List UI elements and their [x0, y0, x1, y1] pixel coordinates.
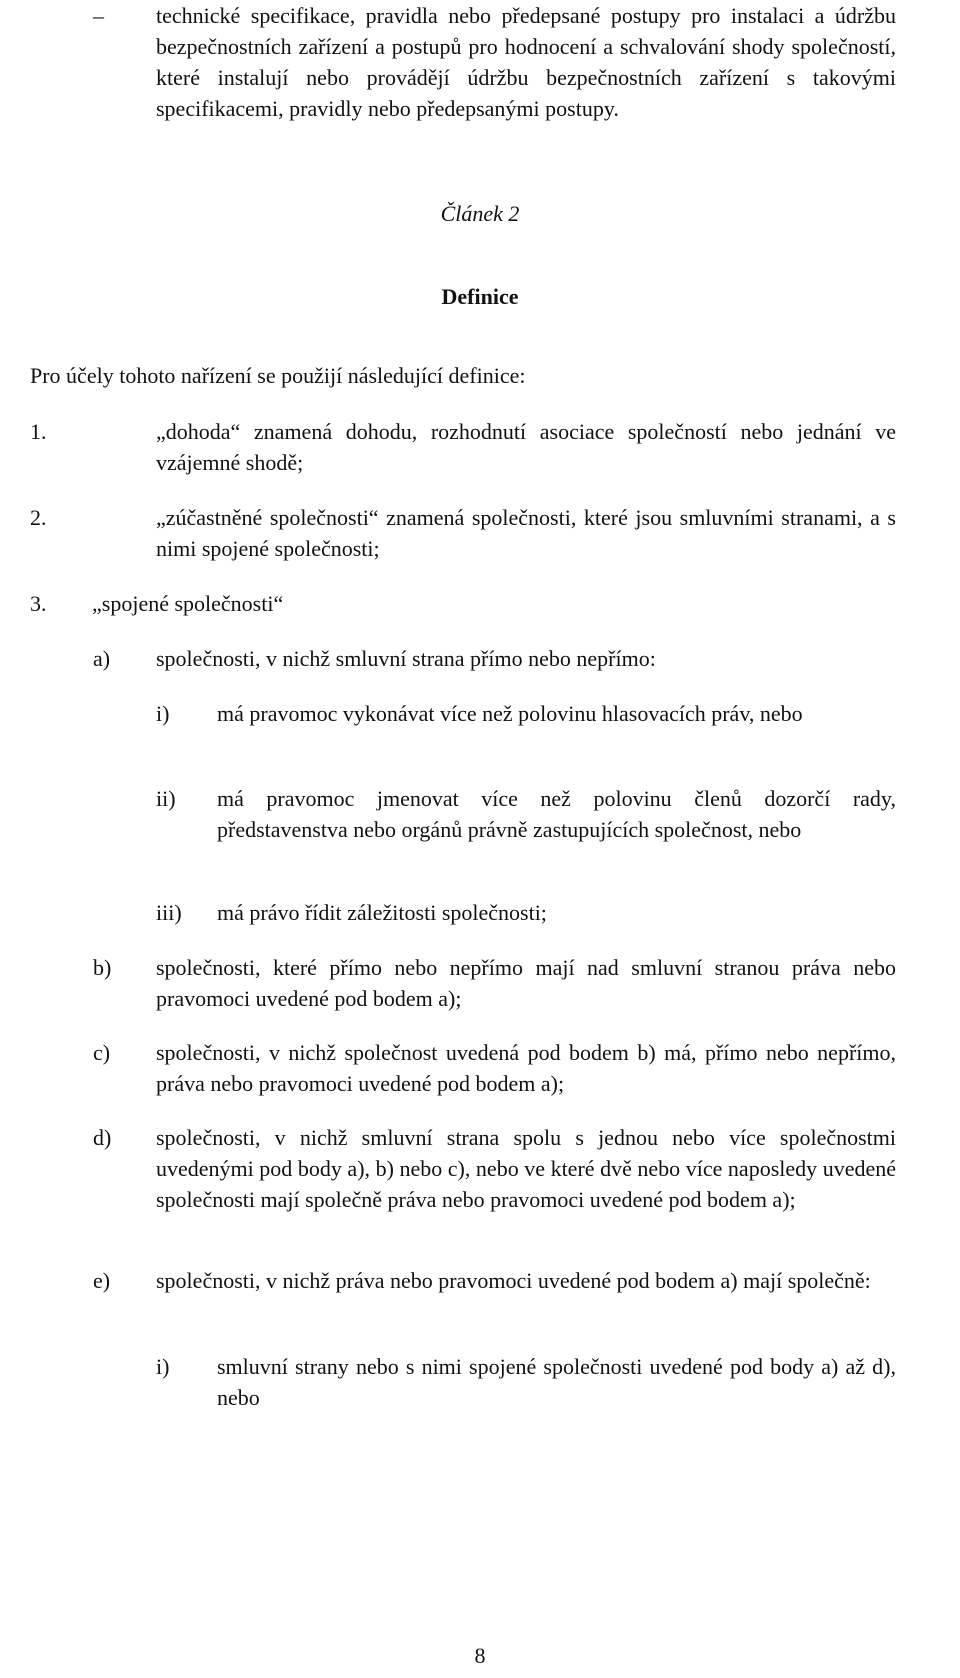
item-e-text: společnosti, v nichž práva nebo pravomoci uvedené pod bodem a) mají společně: [156, 1268, 871, 1293]
item-e-i-text: smluvní strany nebo s nimi spojené společnosti uvedené pod body a) až d), nebo [217, 1354, 896, 1410]
article-number: Článek 2 [440, 201, 520, 226]
item-a-ii-label: ii) [156, 786, 176, 811]
item-a-i-text: má pravomoc vykonávat více než polovinu hlasovacích práv, nebo [217, 701, 803, 726]
definition-3-number: 3. [30, 591, 47, 616]
article-title: Definice [441, 284, 519, 309]
page-number: 8 [474, 1643, 486, 1668]
item-a-i-label: i) [156, 701, 170, 726]
item-a-text: společnosti, v nichž smluvní strana přímo nebo nepřímo: [156, 646, 656, 671]
item-e-i-label: i) [156, 1354, 170, 1379]
intro-item-text: technické specifikace, pravidla nebo předepsané postupy pro instalaci a údržbu bezpečnostních zařízení a postupů pro hodnocení a schvalování shody společností, které instalují nebo provádějí údržbu bezpečnostních zařízení s takovými specifikacemi, pravidly nebo předepsanými postupy. [156, 3, 896, 121]
item-a-label: a) [93, 646, 111, 671]
item-b-text: společnosti, které přímo nebo nepřímo mají nad smluvní stranou práva nebo pravomoci uvedené pod bodem a); [156, 955, 896, 1011]
definition-1-text: „dohoda“ znamená dohodu, rozhodnutí asociace společností nebo jednání ve vzájemné shodě; [156, 419, 896, 475]
definition-2-text: „zúčastněné společnosti“ znamená společnosti, které jsou smluvními stranami, a s nimi spojené společnosti; [156, 505, 896, 561]
item-d-text: společnosti, v nichž smluvní strana spolu s jednou nebo více společnostmi uvedenými pod body a), b) nebo c), nebo ve které dvě nebo více naposledy uvedené společnosti mají společně práva nebo pravomoci uvedené pod bodem a); [156, 1125, 896, 1212]
item-a-iii-text: má právo řídit záležitosti společnosti; [217, 900, 547, 925]
item-d-label: d) [93, 1125, 112, 1150]
definition-3-text: „spojené společnosti“ [92, 591, 284, 616]
article-lead: Pro účely tohoto nařízení se použijí následující definice: [30, 363, 526, 388]
item-a-iii-label: iii) [156, 900, 182, 925]
item-c-text: společnosti, v nichž společnost uvedená pod bodem b) má, přímo nebo nepřímo, práva nebo pravomoci uvedené pod bodem a); [156, 1040, 896, 1096]
definition-2-number: 2. [30, 505, 47, 530]
item-e-label: e) [93, 1268, 111, 1293]
definition-1-number: 1. [30, 419, 47, 444]
item-b-label: b) [93, 955, 112, 980]
item-a-ii-text: má pravomoc jmenovat více než polovinu členů dozorčí rady, představenstva nebo orgánů právně zastupujících společnost, nebo [217, 786, 896, 842]
intro-dash: – [93, 3, 104, 28]
item-c-label: c) [93, 1040, 111, 1065]
